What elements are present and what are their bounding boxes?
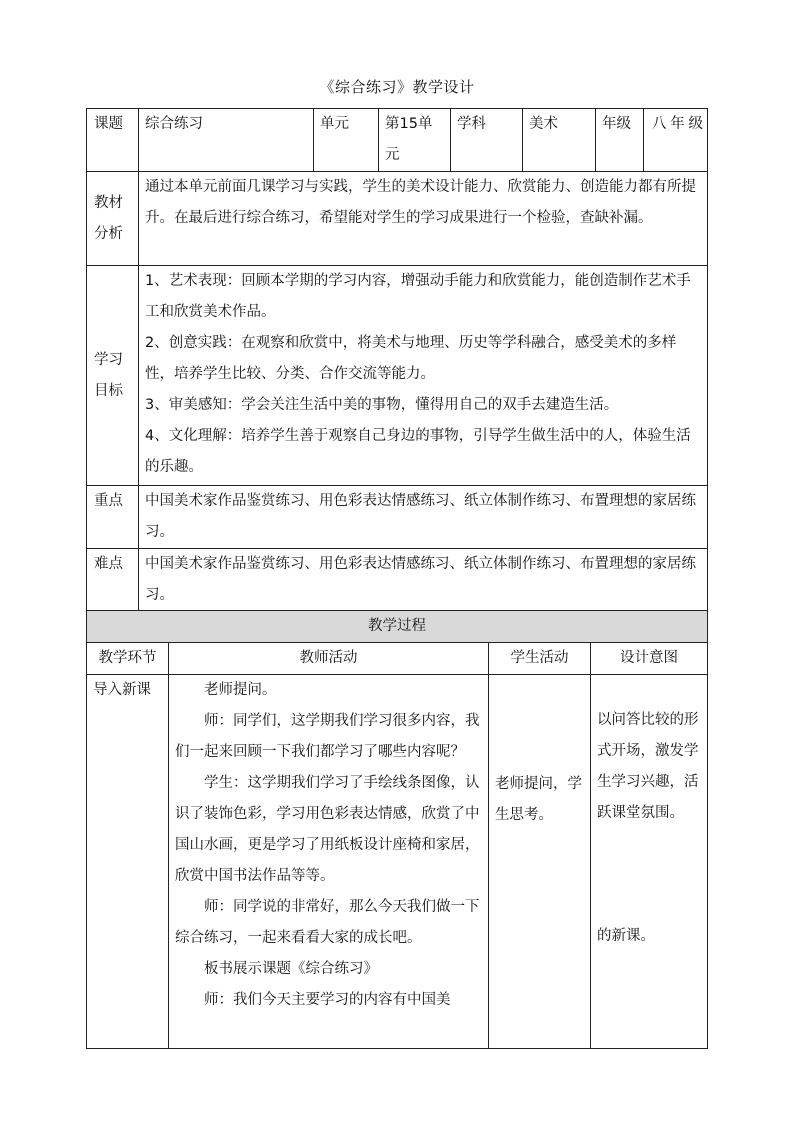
column-header: 学生活动 xyxy=(489,643,591,675)
key-points-text: 中国美术家作品鉴赏练习、用色彩表达情感练习、纸立体制作练习、布置理想的家居练习。 xyxy=(139,486,708,549)
objectives-list xyxy=(139,266,708,486)
objectives-label: 学习目标 xyxy=(87,266,139,486)
grade-value: 八年级 xyxy=(644,109,708,172)
difficulties-text: 中国美术家作品鉴赏练习、用色彩表达情感练习、纸立体制作练习、布置理想的家居练习。 xyxy=(139,549,708,612)
design-intent-text: 以问答比较的形式开场，激发学生学习兴趣，活跃课堂氛围。 xyxy=(597,712,699,821)
difficulties-label: 难点 xyxy=(87,549,139,612)
student-activity-cell: 老师提问，学生思考。 xyxy=(489,675,591,1049)
column-header: 教师活动 xyxy=(169,643,489,675)
grade-label: 年级 xyxy=(596,109,644,172)
teacher-paragraph: 师：我们今天主要学习的内容有中国美 xyxy=(204,992,451,1008)
subject-value: 美术 xyxy=(523,109,596,172)
design-intent-tail: 的新课。 xyxy=(597,928,655,944)
objective-item: 2、创意实践：在观察和欣赏中，将美术与地理、历史等学科融合，感受美术的多样性，培养学生比较、分类、合作交流等能力。 xyxy=(145,335,677,382)
course-value: 综合练习 xyxy=(139,109,314,172)
teacher-paragraph: 师：同学们，这学期我们学习很多内容，我们一起来回顾一下我们都学习了哪些内容呢？ xyxy=(175,713,480,760)
teacher-paragraph: 学生：这学期我们学习了手绘线条图像，认识了装饰色彩，学习用色彩表达情感，欣赏了中国山水画，更是学习了用纸板设计座椅和家居，欣赏中国书法作品等等。 xyxy=(175,775,480,884)
analysis-label: 教材分析 xyxy=(87,172,139,266)
teaching-process-table xyxy=(86,610,708,1049)
teacher-paragraph: 师：同学说的非常好，那么今天我们做一下综合练习，一起来看看大家的成长吧。 xyxy=(175,899,480,946)
objective-item: 3、审美感知：学会关注生活中美的事物，懂得用自己的双手去建造生活。 xyxy=(145,397,619,413)
column-header: 设计意图 xyxy=(591,643,708,675)
unit-label: 单元 xyxy=(314,109,379,172)
teacher-paragraph: 老师提问。 xyxy=(204,682,277,698)
lesson-info-table xyxy=(86,108,708,612)
unit-value: 第15单元 xyxy=(379,109,451,172)
objective-item: 1、艺术表现：回顾本学期的学习内容，增强动手能力和欣赏能力，能创造制作艺术手工和欣赏美术作品。 xyxy=(145,273,691,320)
analysis-text: 通过本单元前面几课学习与实践，学生的美术设计能力、欣赏能力、创造能力都有所提升。在最后进行综合练习，希望能对学生的学习成果进行一个检验，查缺补漏。 xyxy=(139,172,708,266)
subject-label: 学科 xyxy=(451,109,523,172)
course-label: 课题 xyxy=(87,109,139,172)
objective-item: 4、文化理解：培养学生善于观察自己身边的事物，引导学生做生活中的人，体验生活的乐趣。 xyxy=(145,428,691,475)
document-title: 《综合练习》教学设计 xyxy=(319,78,475,96)
column-header: 教学环节 xyxy=(87,643,169,675)
design-intent-cell xyxy=(591,675,708,1049)
stage-cell: 导入新课 xyxy=(87,675,169,1049)
teacher-activity-cell xyxy=(169,675,489,1049)
key-points-label: 重点 xyxy=(87,486,139,549)
teacher-paragraph: 板书展示课题《综合练习》 xyxy=(204,961,378,977)
process-header: 教学过程 xyxy=(87,611,708,643)
